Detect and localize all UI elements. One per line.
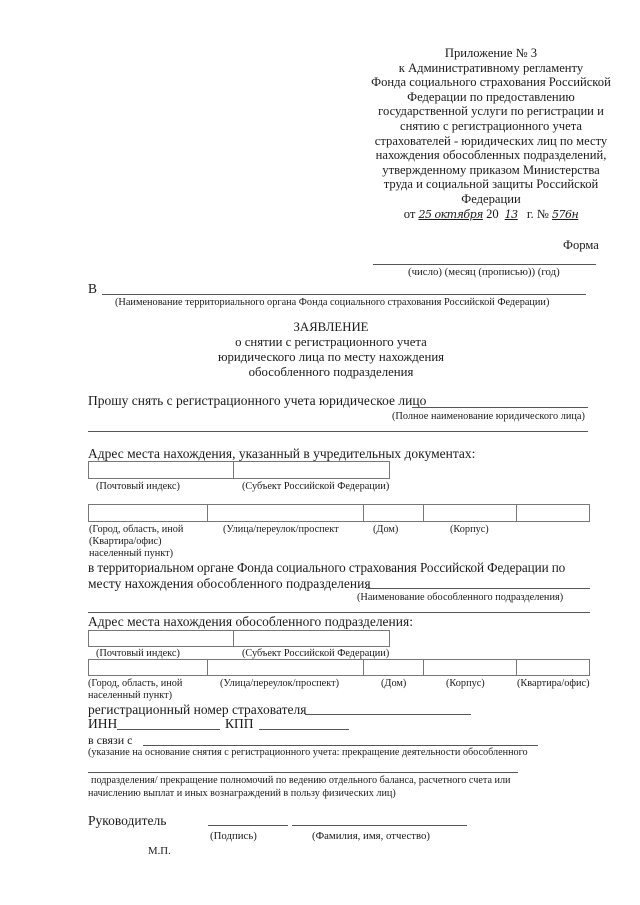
addressee-field[interactable] [102,294,586,295]
appendix-line: государственной услуги по регистрации и [378,104,604,119]
branch-building-caption: (Корпус) [446,678,485,689]
reason-field[interactable] [143,745,538,746]
legal-city-field[interactable] [88,504,208,522]
legal-street-field[interactable] [207,504,364,522]
date-caption: (число) (месяц (прописью)) (год) [408,266,560,278]
appendix-line: страхователей - юридических лиц по месту [374,133,608,148]
kpp-field[interactable] [259,729,349,730]
legal-entity-name-field-cont[interactable] [88,431,588,432]
reason-caption-line3: начислению выплат и иных вознаграждений в пользу физических лиц) [88,788,396,799]
head-label: Руководитель [88,813,167,828]
appendix-line: снятию с регистрационного учета [400,118,582,133]
branch-apartment-field[interactable] [516,659,590,676]
branch-postcode-field[interactable] [88,630,234,647]
building-caption: (Корпус) [450,524,489,535]
inn-label: ИНН [88,716,118,731]
city-caption: (Город, область, иной [89,524,184,535]
appendix-line: нахождения обособленных подразделений, [375,148,607,163]
branch-apartment-caption: (Квартира/офис) [517,678,590,689]
reg-number-label: регистрационный номер страхователя [88,702,307,717]
title-heading: ЗАЯВЛЕНИЕ [293,320,369,334]
branch-building-field[interactable] [423,659,517,676]
legal-entity-name-field[interactable] [412,407,588,408]
legal-address-heading: Адрес места нахождения, указанный в учредительных документах: [88,446,476,461]
legal-entity-caption: (Полное наименование юридического лица) [392,411,585,422]
appendix-line: Федерации [461,191,521,206]
title-line: обособленного подразделения [248,365,414,379]
request-text: Прошу снять с регистрационного учета юридическое лицо [88,393,427,408]
order-year-prefix: 20 [486,206,499,221]
full-name-caption: (Фамилия, имя, отчество) [312,830,431,842]
reason-field-cont[interactable] [88,772,518,773]
full-name-field[interactable] [292,825,467,826]
appendix-header [360,46,622,222]
signature-caption: (Подпись) [210,830,257,842]
branch-address-heading: Адрес места нахождения обособленного подразделения: [88,614,413,629]
branch-region-caption: (Субъект Российской Федерации) [242,648,390,659]
legal-house-field[interactable] [363,504,424,522]
addressee-prefix: В [88,281,98,296]
form-label: Форма [563,238,599,252]
order-number-handwritten: 576н [552,207,579,221]
title-line: о снятии с регистрационного учета [235,335,427,349]
appendix-line: Приложение № 3 [444,46,538,60]
branch-name-field[interactable] [366,588,590,589]
branch-house-caption: (Дом) [381,678,407,689]
branch-postcode-caption: (Почтовый индекс) [96,648,180,659]
territorial-text-line1: в территориальном органе Фонда социального страхования Российской Федерации по [88,560,566,575]
legal-building-field[interactable] [423,504,517,522]
order-date-handwritten: 25 октября [418,207,483,221]
signature-field[interactable] [208,825,288,826]
legal-region-field[interactable] [233,461,390,479]
postcode-caption: (Почтовый индекс) [96,481,180,492]
reason-caption-line1: (указание на основание снятия с регистрационного учета: прекращение деятельности обособленного [88,747,528,758]
house-caption: (Дом) [373,524,399,535]
stamp-label: М.П. [148,845,171,857]
city-caption-cont: населенный пункт) [89,548,174,559]
order-year-handwritten: 13 [504,207,518,221]
branch-street-caption: (Улица/переулок/проспект) [220,678,340,689]
branch-city-caption: (Город, область, иной [88,678,183,689]
order-number-label: г. № [526,206,549,221]
kpp-label: КПП [225,716,254,731]
street-caption: (Улица/переулок/проспект [223,524,339,535]
date-field[interactable] [373,264,596,265]
appendix-line: Федерации по предоставлению [407,89,575,104]
reg-number-field[interactable] [305,714,471,715]
appendix-line: к Административному регламенту [398,60,584,75]
branch-house-field[interactable] [363,659,424,676]
reason-label: в связи с [88,733,133,747]
appendix-line: труда и социальной защиты Российской [383,177,599,192]
title-line: юридического лица по месту нахождения [217,350,445,364]
branch-city-field[interactable] [88,659,208,676]
appendix-line: утвержденному приказом Министерства [382,162,600,177]
appendix-line: Фонда социального страхования Российской [371,75,611,90]
apartment-caption: (Квартира/офис) [89,536,162,547]
branch-street-field[interactable] [207,659,364,676]
territorial-text-line2: месту нахождения обособленного подразделения [88,576,371,591]
branch-city-caption-cont: населенный пункт) [88,690,173,701]
document-title [200,320,462,380]
legal-apartment-field[interactable] [516,504,590,522]
region-caption: (Субъект Российской Федерации) [242,481,390,492]
branch-name-caption: (Наименование обособленного подразделения) [357,592,564,603]
legal-postcode-field[interactable] [88,461,234,479]
inn-field[interactable] [117,729,220,730]
order-reference [360,207,622,223]
addressee-caption: (Наименование территориального органа Фонда социального страхования Российской Федерации) [115,297,550,308]
branch-name-field-cont[interactable] [88,612,590,613]
branch-region-field[interactable] [233,630,390,647]
reason-caption-line2: подразделения/ прекращение полномочий по ведению отдельного баланса, расчетного счета или [91,775,511,786]
order-from-label: от [403,206,416,221]
